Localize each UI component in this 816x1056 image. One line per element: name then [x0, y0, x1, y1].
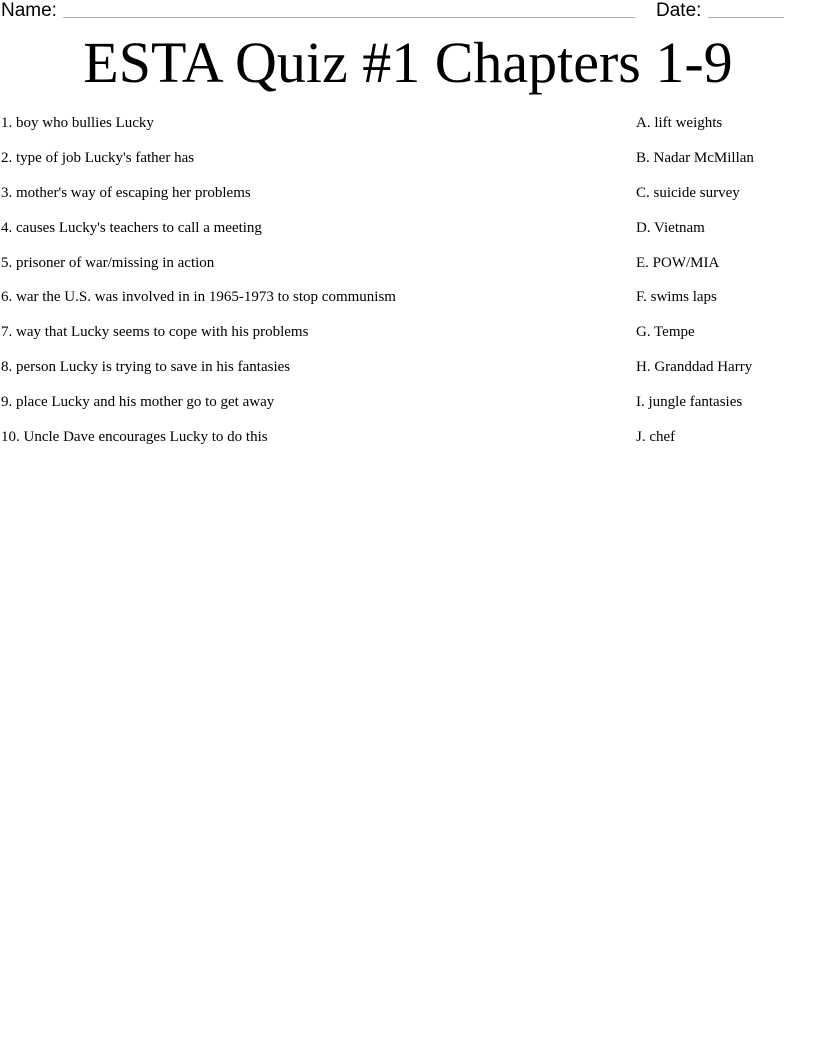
question-list [1, 113, 601, 462]
date-label: Date: [656, 0, 702, 21]
name-blank-line [63, 17, 635, 18]
question-item: 7. way that Lucky seems to cope with his problems [1, 324, 309, 341]
question-item: 6. war the U.S. was involved in in 1965-1973 to stop communism [1, 289, 396, 306]
quiz-title: ESTA Quiz #1 Chapters 1-9 [83, 30, 733, 95]
name-date-header [0, 0, 816, 22]
answer-item: B. Nadar McMillan [636, 149, 754, 166]
question-item: 3. mother's way of escaping her problems [1, 184, 251, 201]
answer-list [636, 113, 816, 462]
answer-item: C. suicide survey [636, 184, 740, 201]
question-item: 8. person Lucky is trying to save in his fantasies [1, 359, 291, 376]
question-item: 10. Uncle Dave encourages Lucky to do this [1, 429, 268, 446]
answer-item: A. lift weights [636, 115, 723, 131]
question-item: 1. boy who bullies Lucky [1, 115, 154, 131]
question-item: 5. prisoner of war/missing in action [1, 254, 215, 271]
answer-item: H. Granddad Harry [636, 359, 753, 376]
answer-item: D. Vietnam [636, 219, 705, 236]
answer-item: J. chef [636, 429, 676, 446]
name-label: Name: [1, 0, 57, 21]
question-item: 2. type of job Lucky's father has [1, 149, 195, 166]
answer-item: F. swims laps [636, 289, 717, 306]
answer-item: E. POW/MIA [636, 254, 720, 271]
question-item: 4. causes Lucky's teachers to call a meeting [1, 219, 262, 236]
question-item: 9. place Lucky and his mother go to get away [1, 394, 275, 411]
answer-item: G. Tempe [636, 324, 695, 341]
date-blank-line [708, 17, 784, 18]
answer-item: I. jungle fantasies [636, 394, 743, 411]
